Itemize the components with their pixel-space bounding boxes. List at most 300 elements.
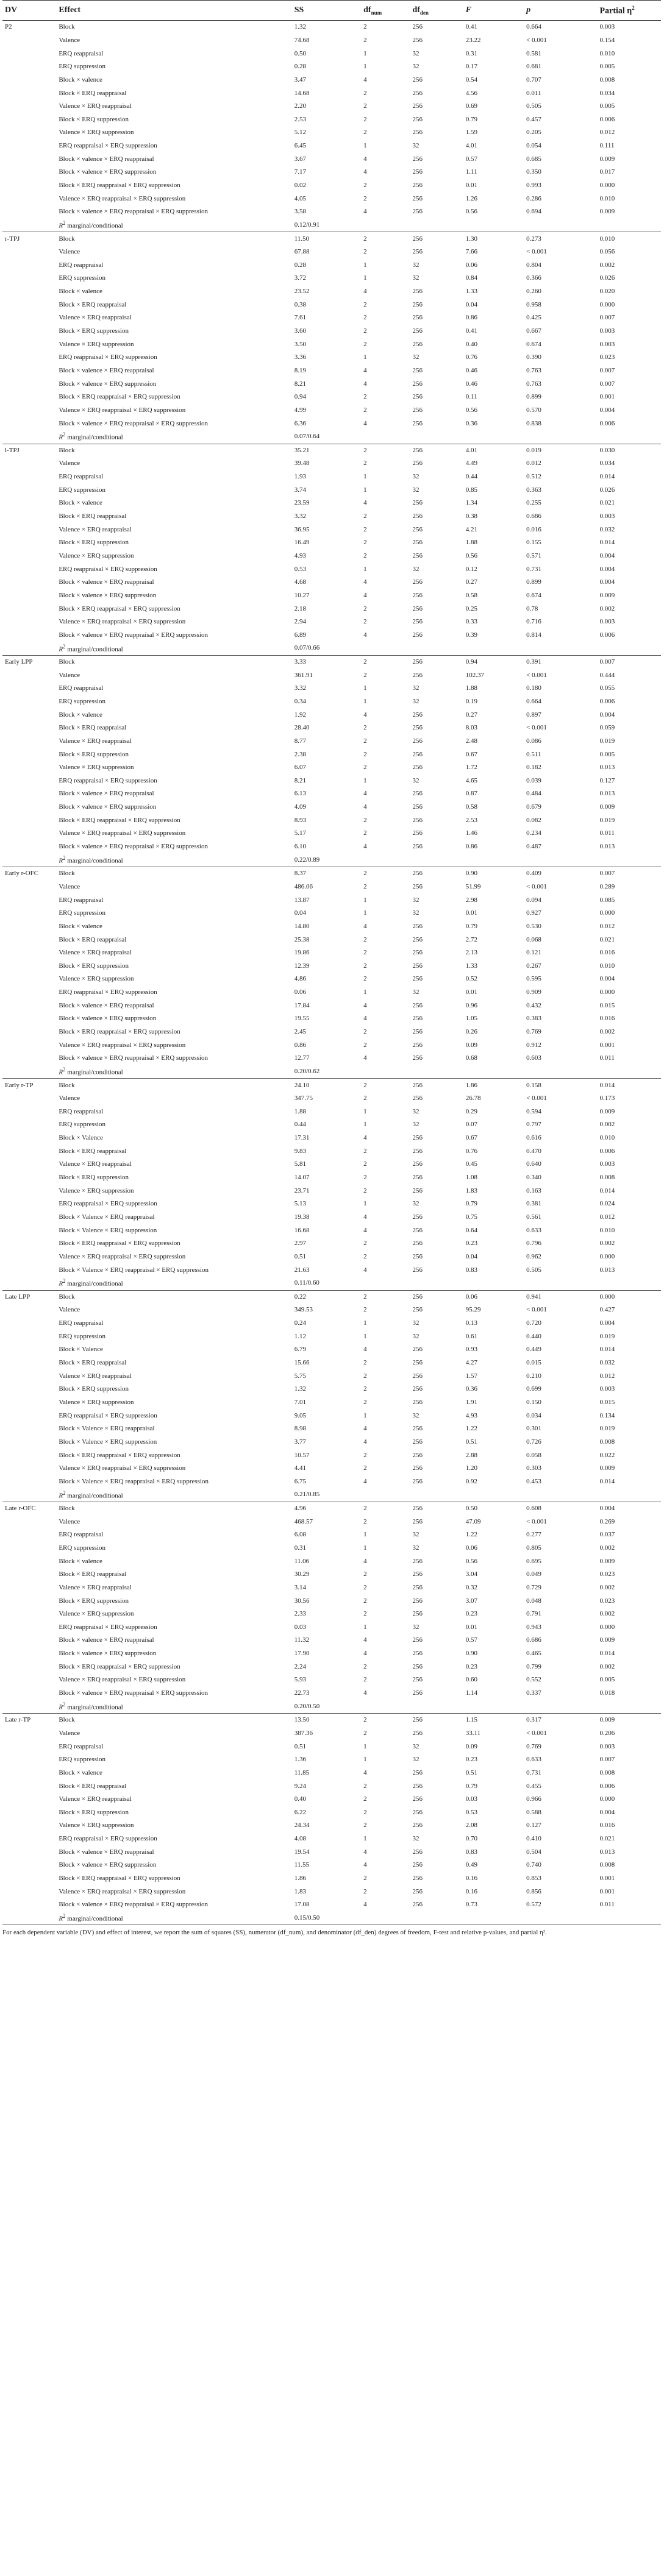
cell-f: 0.68: [465, 1054, 477, 1062]
table-row: [2, 748, 661, 761]
cell-effect: Block × ERQ suppression: [59, 1808, 129, 1816]
cell-partial-eta: 0.016: [599, 1822, 615, 1829]
header-dv: DV: [2, 1, 56, 21]
cell-rsquared-value: 0.07/0.66: [292, 642, 361, 655]
cell-df-num: 2: [363, 1174, 367, 1182]
cell-empty: [463, 430, 524, 444]
cell-dv: [2, 311, 56, 325]
cell-df-den: 256: [412, 129, 423, 137]
cell-effect: Valence: [59, 1517, 80, 1525]
cell-ss: 2.24: [294, 1662, 306, 1670]
cell-partial-eta: 0.018: [599, 1689, 615, 1697]
cell-partial-eta: 0.003: [598, 21, 661, 34]
cell-p: < 0.001: [526, 882, 547, 890]
cell-df-num: 1: [363, 909, 367, 917]
rsquared-symbol: R: [59, 1703, 63, 1711]
cell-effect: Block × ERQ reappraisal: [59, 1570, 127, 1578]
cell-f: 0.70: [465, 1835, 477, 1843]
header-eta-sup: 2: [632, 4, 635, 11]
cell-f: 2.13: [465, 949, 477, 957]
cell-f: 0.39: [465, 631, 477, 639]
cell-ss: 0.86: [294, 1041, 306, 1049]
cell-p: 0.729: [526, 1583, 541, 1591]
cell-p: 0.260: [526, 288, 541, 296]
table-row: [2, 576, 661, 589]
header-partial-eta: [598, 1, 661, 21]
cell-empty: [361, 1700, 410, 1713]
cell-df-den: 256: [412, 314, 423, 322]
table-row: [2, 364, 661, 378]
cell-ss: 0.06: [294, 988, 306, 996]
cell-df-den: 256: [412, 340, 423, 348]
cell-empty: [524, 1912, 597, 1925]
cell-dv: [2, 748, 56, 761]
cell-partial-eta: 0.010: [599, 962, 615, 970]
cell-p: 0.337: [526, 1689, 541, 1697]
cell-effect: Block × valence × ERQ reappraisal × ERQ suppression: [59, 1901, 208, 1909]
cell-ss: 5.12: [294, 129, 306, 137]
table-row-rsquared: [2, 1700, 661, 1713]
cell-f: 1.30: [463, 232, 524, 246]
cell-dv: [2, 722, 56, 735]
cell-partial-eta: 0.009: [599, 1464, 615, 1472]
cell-partial-eta: 0.009: [599, 155, 615, 163]
rsquared-symbol: R: [59, 1068, 63, 1076]
cell-empty: [410, 853, 463, 867]
cell-df-num: 2: [363, 340, 367, 348]
cell-partial-eta: 0.005: [599, 1676, 615, 1684]
cell-ss: 3.32: [294, 513, 306, 520]
cell-partial-eta: 0.009: [599, 1636, 615, 1644]
table-row: [2, 973, 661, 986]
table-row: [2, 483, 661, 497]
table-row: [2, 1833, 661, 1846]
cell-df-den: 256: [412, 1650, 423, 1658]
cell-dv: [2, 298, 56, 311]
cell-effect: Valence × ERQ reappraisal: [59, 1583, 132, 1591]
cell-df-den: 256: [412, 380, 423, 388]
cell-df-den: 256: [412, 208, 423, 216]
cell-df-den: 32: [412, 1835, 419, 1843]
cell-df-den: 32: [412, 776, 419, 784]
cell-effect: ERQ reappraisal: [59, 49, 104, 57]
cell-effect: Block × ERQ suppression: [59, 750, 129, 758]
cell-ss: 6.45: [294, 142, 306, 150]
cell-dv: [2, 1198, 56, 1211]
cell-effect: Block × ERQ reappraisal × ERQ suppression: [59, 816, 180, 824]
table-row-rsquared: [2, 430, 661, 444]
cell-p: 0.799: [526, 1662, 541, 1670]
cell-df-den: 256: [412, 182, 423, 189]
table-row: [2, 1660, 661, 1673]
cell-f: 0.33: [465, 618, 477, 626]
cell-f: 0.57: [465, 155, 477, 163]
cell-effect: Valence × ERQ reappraisal × ERQ suppression: [59, 618, 186, 626]
cell-effect: Block × valence × ERQ suppression: [59, 168, 157, 176]
cell-df-den: 256: [412, 194, 423, 202]
cell-effect: Block × valence × ERQ reappraisal × ERQ suppression: [59, 208, 208, 216]
cell-f: 4.21: [465, 525, 477, 533]
cell-df-den: 256: [412, 1822, 423, 1829]
table-row: [2, 192, 661, 205]
cell-dv: [2, 1581, 56, 1595]
anova-results-table: [2, 0, 661, 1925]
cell-df-num: 4: [363, 155, 367, 163]
cell-dv: [2, 1462, 56, 1475]
cell-ss: 11.06: [294, 1557, 310, 1565]
cell-effect: Block × ERQ reappraisal: [59, 1359, 127, 1367]
cell-partial-eta: 0.034: [599, 459, 615, 467]
cell-dv: [2, 1251, 56, 1264]
cell-p: 0.699: [526, 1385, 541, 1393]
cell-partial-eta: 0.037: [599, 1531, 615, 1539]
cell-effect: Block × valence × ERQ suppression: [59, 1015, 157, 1023]
table-row: [2, 602, 661, 616]
cell-ss: 2.18: [294, 605, 306, 612]
cell-ss: 5.93: [294, 1676, 306, 1684]
cell-p: 0.255: [526, 499, 541, 507]
table-row: [2, 152, 661, 166]
cell-effect: Block × ERQ reappraisal × ERQ suppression: [59, 1875, 180, 1882]
cell-dv: [2, 1687, 56, 1700]
cell-f: 1.08: [465, 1174, 477, 1182]
cell-partial-eta: 0.007: [599, 314, 615, 322]
cell-ss: 0.28: [294, 63, 306, 71]
cell-dv: l-TPJ: [2, 444, 56, 457]
cell-df-num: 2: [363, 605, 367, 612]
cell-p: 0.716: [526, 618, 541, 626]
cell-f: 0.67: [465, 750, 477, 758]
cell-effect: ERQ reappraisal: [59, 1742, 104, 1750]
cell-rsquared-label: [56, 1065, 291, 1079]
cell-f: 0.79: [465, 115, 477, 123]
cell-df-num: 2: [363, 962, 367, 970]
cell-df-den: 256: [410, 867, 463, 881]
cell-p: 0.350: [526, 168, 541, 176]
cell-empty: [524, 853, 597, 867]
cell-empty: [361, 853, 410, 867]
cell-partial-eta: 0.010: [599, 194, 615, 202]
cell-p: 0.731: [526, 565, 541, 573]
cell-partial-eta: 0.008: [599, 1438, 615, 1446]
cell-f: 0.40: [465, 340, 477, 348]
cell-partial-eta: 0.004: [599, 711, 615, 719]
cell-partial-eta: 0.010: [599, 1134, 615, 1142]
cell-partial-eta: 0.013: [599, 1848, 615, 1856]
cell-effect: Block × valence: [59, 499, 102, 507]
cell-partial-eta: 0.009: [598, 1714, 661, 1727]
table-row: [2, 893, 661, 907]
cell-f: 0.27: [465, 578, 477, 586]
cell-partial-eta: 0.008: [599, 1861, 615, 1869]
cell-effect: Block: [56, 232, 291, 246]
cell-effect: Valence: [59, 248, 80, 256]
cell-partial-eta: 0.002: [599, 1544, 615, 1552]
cell-df-den: 256: [412, 1385, 423, 1393]
cell-partial-eta: 0.007: [598, 867, 661, 881]
cell-df-den: 256: [412, 1398, 423, 1406]
cell-df-num: 2: [363, 1240, 367, 1247]
cell-ss: 16.68: [294, 1226, 310, 1234]
cell-df-den: 32: [412, 1411, 419, 1419]
cell-df-num: 2: [363, 1822, 367, 1829]
cell-dv: [2, 1132, 56, 1145]
cell-df-num: 2: [363, 314, 367, 322]
cell-df-den: 256: [412, 803, 423, 811]
cell-df-num: 2: [363, 829, 367, 837]
table-row: [2, 1806, 661, 1819]
cell-ss: 13.50: [292, 1714, 361, 1727]
cell-df-num: 4: [363, 499, 367, 507]
cell-p: < 0.001: [526, 36, 547, 44]
cell-dv: [2, 840, 56, 854]
table-row: [2, 21, 661, 34]
cell-partial-eta: 0.427: [599, 1306, 615, 1314]
cell-f: 0.17: [465, 63, 477, 71]
cell-ss: 14.07: [294, 1174, 310, 1182]
table-row: [2, 1462, 661, 1475]
cell-ss: 3.32: [294, 684, 306, 692]
cell-dv: [2, 166, 56, 179]
rsquared-symbol: R: [59, 857, 63, 865]
cell-dv: [2, 1144, 56, 1158]
cell-df-den: 256: [412, 631, 423, 639]
cell-df-num: 2: [361, 444, 410, 457]
cell-dv: [2, 1542, 56, 1555]
cell-effect: Block: [56, 1079, 291, 1092]
cell-ss: 24.34: [294, 1822, 310, 1829]
cell-p: 0.425: [526, 314, 541, 322]
cell-partial-eta: 0.004: [599, 406, 615, 414]
rsquared-exponent: 2: [63, 1489, 66, 1496]
cell-effect: ERQ reappraisal × ERQ suppression: [59, 1200, 157, 1208]
cell-effect: ERQ reappraisal × ERQ suppression: [59, 142, 157, 150]
cell-f: 0.31: [465, 49, 477, 57]
cell-df-den: 256: [412, 155, 423, 163]
cell-rsquared-label: [56, 1912, 291, 1925]
cell-f: 0.11: [465, 393, 477, 401]
cell-rsquared-value: 0.15/0.50: [292, 1912, 361, 1925]
cell-df-num: 2: [363, 194, 367, 202]
table-row: [2, 589, 661, 603]
cell-f: 1.14: [465, 1689, 477, 1697]
cell-effect: ERQ suppression: [59, 1756, 106, 1764]
cell-f: 0.04: [465, 300, 477, 308]
cell-p: < 0.001: [526, 1095, 547, 1102]
cell-partial-eta: 0.016: [599, 949, 615, 957]
cell-dv: [2, 87, 56, 100]
cell-df-den: 256: [412, 750, 423, 758]
cell-df-den: 256: [412, 1306, 423, 1314]
table-row: [2, 417, 661, 430]
cell-ss: 0.22: [292, 1290, 361, 1304]
cell-f: 0.16: [465, 1887, 477, 1895]
cell-dv: [2, 1065, 56, 1079]
cell-p: 0.086: [526, 737, 541, 745]
cell-f: 95.29: [465, 1306, 481, 1314]
table-row: [2, 351, 661, 364]
cell-f: 0.83: [465, 1848, 477, 1856]
cell-p: 0.966: [526, 1795, 541, 1803]
cell-p: 0.769: [526, 1028, 541, 1035]
cell-rsquared-value: 0.21/0.85: [292, 1488, 361, 1502]
cell-dv: [2, 377, 56, 391]
cell-dv: [2, 735, 56, 748]
cell-f: 0.51: [465, 1438, 477, 1446]
cell-df-den: 256: [412, 1134, 423, 1142]
cell-df-num: 4: [363, 419, 367, 427]
table-row: [2, 140, 661, 153]
cell-dv: [2, 60, 56, 74]
header-df-num: [361, 1, 410, 21]
cell-effect: ERQ suppression: [59, 274, 106, 282]
cell-ss: 8.21: [294, 776, 306, 784]
cell-df-num: 2: [363, 816, 367, 824]
cell-p: 0.943: [526, 1623, 541, 1631]
cell-effect: ERQ reappraisal: [59, 473, 104, 481]
cell-effect: ERQ reappraisal: [59, 684, 104, 692]
cell-rsquared-value: 0.22/0.89: [292, 853, 361, 867]
cell-p: 0.068: [526, 935, 541, 943]
cell-p: 0.121: [526, 949, 541, 957]
cell-p: 0.317: [524, 1714, 597, 1727]
cell-partial-eta: 0.009: [599, 591, 615, 599]
cell-f: 0.38: [465, 513, 477, 520]
table-row: [2, 1118, 661, 1132]
table-row: [2, 1859, 661, 1872]
rsquared-exponent: 2: [63, 1278, 66, 1285]
cell-effect: Block × ERQ reappraisal: [59, 724, 127, 732]
cell-ss: 0.03: [294, 1623, 306, 1631]
cell-rsquared-label: [56, 430, 291, 444]
table-row-rsquared: [2, 1912, 661, 1925]
cell-f: 0.54: [465, 76, 477, 83]
cell-partial-eta: 0.004: [599, 565, 615, 573]
table-row: [2, 1052, 661, 1065]
cell-df-num: 1: [363, 63, 367, 71]
cell-empty: [410, 430, 463, 444]
cell-ss: 19.38: [294, 1213, 310, 1221]
cell-ss: 19.55: [294, 1015, 310, 1023]
cell-effect: Block × ERQ reappraisal × ERQ suppression: [59, 1662, 180, 1670]
cell-dv: [2, 457, 56, 470]
cell-rsquared-label: [56, 1700, 291, 1713]
cell-effect: Block: [56, 1290, 291, 1304]
cell-df-num: 2: [363, 1875, 367, 1882]
cell-partial-eta: 0.012: [599, 922, 615, 930]
cell-partial-eta: 0.009: [599, 803, 615, 811]
cell-ss: 35.21: [292, 444, 361, 457]
cell-empty: [410, 1488, 463, 1502]
cell-f: 0.56: [465, 208, 477, 216]
cell-f: 1.88: [465, 684, 477, 692]
cell-df-den: 256: [412, 1187, 423, 1194]
cell-df-den: 256: [412, 591, 423, 599]
cell-ss: 6.07: [294, 764, 306, 772]
cell-effect: Block × valence × ERQ reappraisal: [59, 790, 154, 798]
table-row: [2, 404, 661, 417]
cell-empty: [463, 1912, 524, 1925]
cell-ss: 2.20: [294, 102, 306, 110]
cell-dv: [2, 576, 56, 589]
cell-df-num: 1: [363, 684, 367, 692]
cell-ss: 349.53: [294, 1306, 313, 1314]
cell-dv: [2, 1211, 56, 1224]
cell-df-num: 1: [363, 697, 367, 705]
table-body: [2, 21, 661, 1925]
rsquared-label-text: marginal/conditional: [67, 434, 123, 441]
cell-p: 0.899: [526, 578, 541, 586]
cell-ss: 0.53: [294, 565, 306, 573]
cell-effect: Valence × ERQ reappraisal × ERQ suppression: [59, 1252, 186, 1260]
cell-ss: 4.05: [294, 194, 306, 202]
cell-empty: [524, 1277, 597, 1290]
cell-df-num: 2: [363, 949, 367, 957]
cell-dv: [2, 1647, 56, 1661]
cell-ss: 0.02: [294, 182, 306, 189]
cell-empty: [361, 1912, 410, 1925]
cell-partial-eta: 0.002: [599, 605, 615, 612]
cell-f: 0.46: [465, 380, 477, 388]
table-row: [2, 840, 661, 854]
table-row: [2, 562, 661, 576]
cell-dv: [2, 1357, 56, 1370]
cell-p: 0.465: [526, 1650, 541, 1658]
cell-partial-eta: 0.011: [599, 829, 615, 837]
cell-dv: [2, 973, 56, 986]
cell-ss: 1.86: [294, 1875, 306, 1882]
cell-effect: ERQ reappraisal: [59, 261, 104, 269]
cell-f: 2.88: [465, 1451, 477, 1459]
table-row: [2, 1211, 661, 1224]
cell-empty: [598, 1065, 661, 1079]
cell-partial-eta: 0.022: [599, 1451, 615, 1459]
cell-df-den: 32: [412, 1107, 419, 1115]
cell-partial-eta: 0.010: [599, 49, 615, 57]
cell-p: 0.695: [526, 1557, 541, 1565]
cell-f: 0.29: [465, 1107, 477, 1115]
cell-p: 0.909: [526, 988, 541, 996]
cell-df-num: 4: [363, 1477, 367, 1485]
cell-dv: [2, 259, 56, 272]
cell-df-num: 1: [363, 486, 367, 494]
cell-df-den: 256: [410, 232, 463, 246]
table-row: [2, 1475, 661, 1488]
cell-df-num: 2: [363, 393, 367, 401]
table-row: [2, 510, 661, 523]
table-row: [2, 801, 661, 814]
cell-dv: [2, 827, 56, 840]
cell-p: 0.409: [524, 867, 597, 881]
cell-empty: [361, 219, 410, 232]
cell-df-den: 256: [412, 1570, 423, 1578]
cell-df-den: 256: [412, 1346, 423, 1354]
cell-effect: Valence × ERQ suppression: [59, 975, 134, 983]
cell-partial-eta: 0.000: [598, 1290, 661, 1304]
cell-df-num: 2: [363, 1570, 367, 1578]
cell-df-den: 256: [412, 1213, 423, 1221]
cell-ss: 3.47: [294, 76, 306, 83]
cell-dv: [2, 351, 56, 364]
cell-partial-eta: 0.013: [599, 843, 615, 851]
table-row-rsquared: [2, 642, 661, 655]
cell-dv: [2, 246, 56, 259]
cell-partial-eta: 0.003: [599, 340, 615, 348]
table-row: [2, 1819, 661, 1833]
cell-effect: Block × Valence × ERQ reappraisal × ERQ suppression: [59, 1266, 209, 1274]
cell-p: 0.484: [526, 790, 541, 798]
table-row: [2, 1753, 661, 1767]
